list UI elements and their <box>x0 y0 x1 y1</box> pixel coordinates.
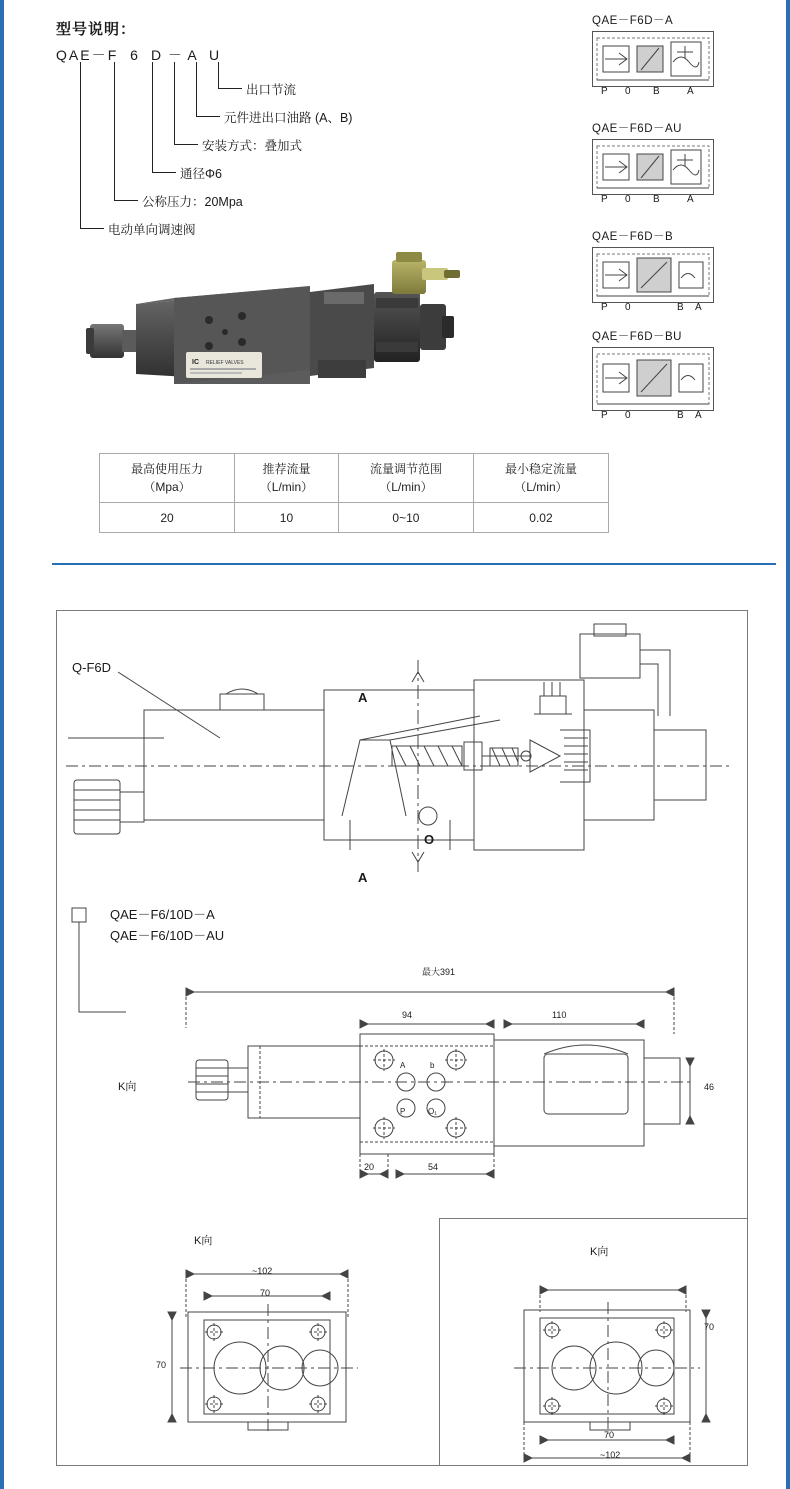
th-min-stable-flow-l1: 最小稳定流量 <box>504 462 577 476</box>
dim-total-length: 最大391 <box>422 967 456 977</box>
right-view-dim-inner: 70 <box>604 1430 615 1440</box>
symbol-block-0 <box>592 12 714 97</box>
code-char-a: A <box>187 47 199 63</box>
dim-94: 94 <box>402 1010 413 1020</box>
code-label-3: 安装方式：叠加式 <box>202 139 303 153</box>
port-p-0: P <box>601 86 608 97</box>
code-char-d: D <box>150 47 164 63</box>
code-label-5: 公称压力：20Mpa <box>142 195 243 209</box>
port-a-3: A <box>695 410 702 421</box>
port-b-0: B <box>653 86 660 97</box>
valve-product-photo <box>74 242 464 417</box>
port-b-3: B <box>677 410 684 421</box>
leader-h-6 <box>80 228 104 229</box>
th-recommended-flow <box>235 454 339 503</box>
leader-v-2 <box>196 62 197 116</box>
model-line-1: QAE－F6/10D－A <box>110 907 215 922</box>
code-char-dash: － <box>168 47 184 63</box>
cross-section-label: Q-F6D <box>72 660 111 675</box>
leader-v-1 <box>218 62 219 88</box>
leader-h-5 <box>114 200 138 201</box>
cross-section-drawing <box>60 620 740 900</box>
svg-text:A: A <box>400 1061 406 1070</box>
dimensioned-side-view <box>174 962 714 1192</box>
symbol-diagram-0 <box>592 31 714 97</box>
dim-46: 46 <box>704 1082 715 1092</box>
th-recommended-flow-l2: （L/min） <box>259 480 314 494</box>
model-code-string <box>56 45 226 65</box>
symbol-block-3 <box>592 328 714 421</box>
port-b-1: B <box>653 194 660 205</box>
section-mark-a-top: A <box>358 690 368 705</box>
symbol-diagram-3 <box>592 347 714 421</box>
view-k-right-label: K向 <box>590 1246 609 1258</box>
view-k-main-label: K向 <box>118 1081 137 1093</box>
td-min-stable-flow: 0.02 <box>473 503 608 533</box>
code-char-f: F <box>107 47 119 63</box>
svg-text:P: P <box>400 1107 406 1116</box>
symbol-block-2 <box>592 228 714 313</box>
code-label-4: 通径Φ6 <box>180 167 222 181</box>
port-p-3: P <box>601 410 608 421</box>
td-max-pressure: 20 <box>100 503 235 533</box>
symbol-title-0: QAE－F6D－A <box>592 15 674 27</box>
port-0-0: 0 <box>625 86 631 97</box>
svg-text:RELIEF VALVES: RELIEF VALVES <box>206 360 244 366</box>
table-row <box>100 503 609 533</box>
th-flow-range <box>338 454 473 503</box>
port-p-1: P <box>601 194 608 205</box>
th-min-stable-flow <box>473 454 608 503</box>
th-min-stable-flow-l2: （L/min） <box>514 480 568 494</box>
right-view-dim-outer: ~102 <box>600 1450 621 1460</box>
k-view-right-drawing <box>496 1268 736 1468</box>
port-b-2: B <box>677 302 684 313</box>
symbol-block-1 <box>592 120 714 205</box>
spec-table <box>99 453 609 533</box>
code-char-6: 6 <box>130 47 140 63</box>
view-k-left-label: K向 <box>194 1235 213 1247</box>
dim-110: 110 <box>552 1010 567 1020</box>
code-label-6: 电动单向调速阀 <box>108 223 196 237</box>
th-max-pressure-l2: （Mpa） <box>143 480 191 494</box>
code-label-1: 出口节流 <box>246 83 297 97</box>
port-0-3: 0 <box>625 410 631 421</box>
dim-54: 54 <box>428 1162 439 1172</box>
port-a-1: A <box>687 194 694 205</box>
svg-text:O₁: O₁ <box>428 1107 437 1116</box>
port-0-2: 0 <box>625 302 631 313</box>
code-label-2: 元件进出口油路 (A、B) <box>224 111 353 125</box>
code-char-prefix: QAE－ <box>56 47 108 63</box>
left-view-dim-height: 70 <box>156 1360 167 1370</box>
symbol-diagram-2 <box>592 247 714 313</box>
port-p-2: P <box>601 302 608 313</box>
symbol-ports-1 <box>593 194 715 207</box>
port-a-0: A <box>687 86 694 97</box>
symbol-title-2: QAE－F6D－B <box>592 231 674 243</box>
port-a-2: A <box>695 302 702 313</box>
symbol-title-3: QAE－F6D－BU <box>592 331 682 343</box>
svg-text:b: b <box>430 1061 435 1070</box>
left-view-dim-outer: ~102 <box>252 1266 273 1276</box>
leader-h-3 <box>174 144 198 145</box>
leader-h-4 <box>152 172 176 173</box>
model-code-title: 型号说明： <box>56 21 137 38</box>
table-header-row <box>100 454 609 503</box>
td-flow-range: 0~10 <box>338 503 473 533</box>
th-max-pressure <box>100 454 235 503</box>
th-max-pressure-l1: 最高使用压力 <box>131 462 204 476</box>
dim-20: 20 <box>364 1162 375 1172</box>
leader-h-1 <box>218 88 242 89</box>
port-0-1: 0 <box>625 194 631 205</box>
k-view-left-drawing <box>152 1258 392 1458</box>
symbol-title-1: QAE－F6D－AU <box>592 123 682 135</box>
svg-text:IC: IC <box>192 359 199 366</box>
th-recommended-flow-l1: 推荐流量 <box>262 462 311 476</box>
leader-v-6 <box>80 62 81 228</box>
th-flow-range-l1: 流量调节范围 <box>369 462 442 476</box>
code-char-u: U <box>208 47 222 63</box>
leader-v-4 <box>152 62 153 172</box>
section-divider <box>52 563 776 565</box>
center-mark-o: O <box>424 832 435 847</box>
symbol-ports-0 <box>593 86 715 99</box>
th-flow-range-l2: （L/min） <box>379 480 433 494</box>
model-line-2: QAE－F6/10D－AU <box>110 928 225 943</box>
right-view-dim-height: 70 <box>704 1322 715 1332</box>
symbol-ports-3 <box>593 410 715 423</box>
symbol-diagram-1 <box>592 139 714 205</box>
symbol-ports-2 <box>593 302 715 315</box>
leader-v-5 <box>114 62 115 200</box>
leader-h-2 <box>196 116 220 117</box>
leader-v-3 <box>174 62 175 144</box>
left-view-dim-inner: 70 <box>260 1288 271 1298</box>
td-recommended-flow: 10 <box>235 503 339 533</box>
section-mark-a-bottom: A <box>358 870 368 885</box>
